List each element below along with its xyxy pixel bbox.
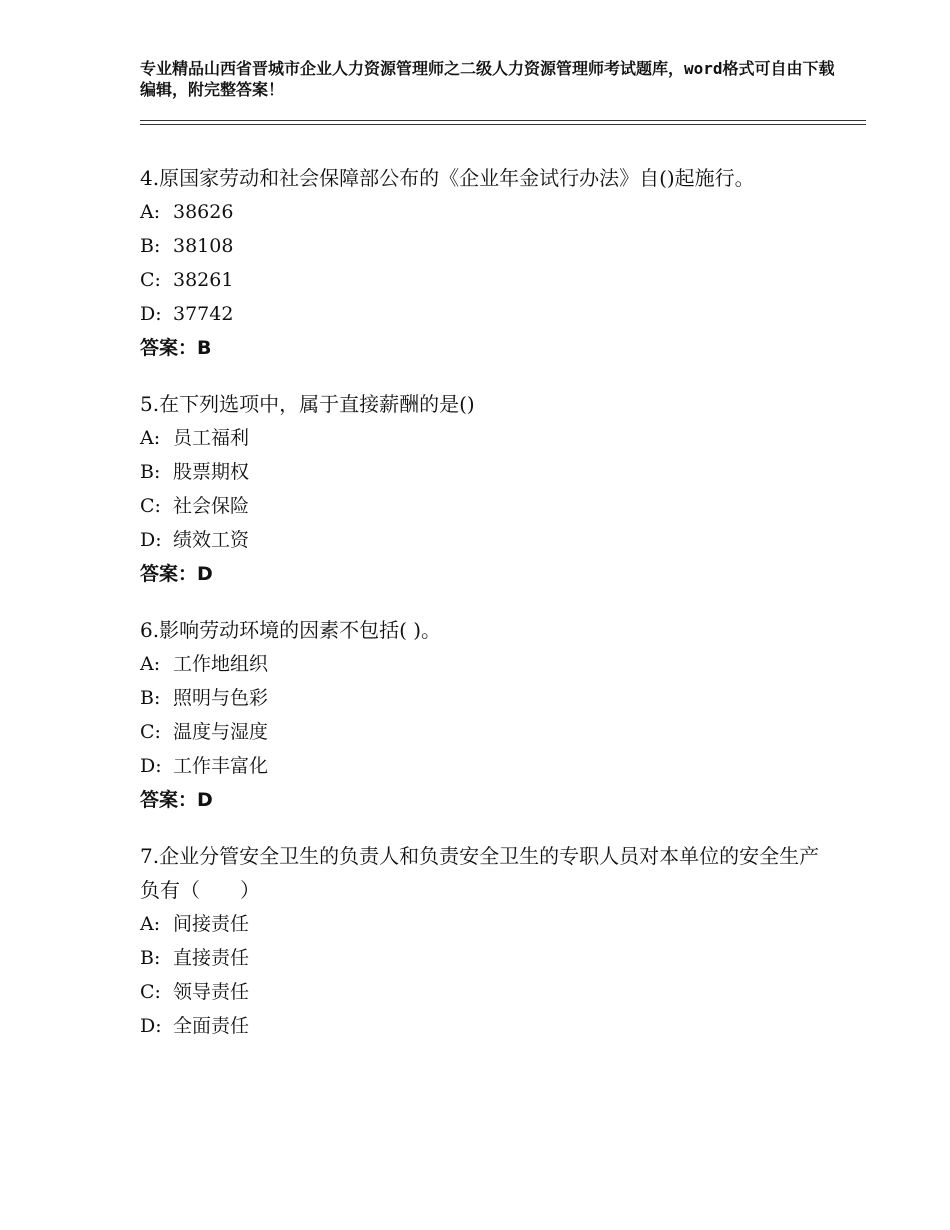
option-key: A: xyxy=(140,653,161,675)
option-b xyxy=(140,941,820,975)
question-list xyxy=(140,161,820,1065)
question-stem: 5.在下列选项中，属于直接薪酬的是() xyxy=(140,392,475,416)
question-stem: 4.原国家劳动和社会保障部公布的《企业年金试行办法》自()起施行。 xyxy=(140,166,755,190)
option-key: C: xyxy=(140,981,161,1003)
option-a xyxy=(140,907,820,941)
option-key: B: xyxy=(140,235,161,257)
option-text: 温度与湿度 xyxy=(173,721,269,743)
answer-line: 答案：D xyxy=(140,789,213,811)
option-d xyxy=(140,523,820,557)
option-key: C: xyxy=(140,495,161,517)
document-header: 专业精品山西省晋城市企业人力资源管理师之二级人力资源管理师考试题库，word格式可自由下载编辑，附完整答案！ xyxy=(140,59,835,99)
option-d xyxy=(140,297,820,331)
option-key: A: xyxy=(140,201,161,223)
option-c xyxy=(140,263,820,297)
question-stem: 6.影响劳动环境的因素不包括( )。 xyxy=(140,618,442,642)
option-b xyxy=(140,455,820,489)
option-key: A: xyxy=(140,913,161,935)
option-text: 工作地组织 xyxy=(173,653,269,675)
option-c xyxy=(140,975,820,1009)
option-text: 股票期权 xyxy=(173,461,250,483)
question-stem: 7.企业分管安全卫生的负责人和负责安全卫生的专职人员对本单位的安全生产负有（ ） xyxy=(140,844,820,902)
option-key: C: xyxy=(140,721,161,743)
question-5 xyxy=(140,387,820,591)
option-text: 38626 xyxy=(173,201,234,223)
option-text: 社会保险 xyxy=(173,495,250,517)
option-a xyxy=(140,421,820,455)
option-text: 领导责任 xyxy=(173,981,250,1003)
option-key: B: xyxy=(140,687,161,709)
option-key: B: xyxy=(140,947,161,969)
option-text: 员工福利 xyxy=(173,427,250,449)
answer-line: 答案：D xyxy=(140,563,213,585)
option-d xyxy=(140,1009,820,1043)
option-text: 工作丰富化 xyxy=(173,755,269,777)
question-4 xyxy=(140,161,820,365)
option-text: 38261 xyxy=(173,269,234,291)
option-a xyxy=(140,647,820,681)
answer-line: 答案：B xyxy=(140,337,212,359)
option-b xyxy=(140,681,820,715)
option-text: 直接责任 xyxy=(173,947,250,969)
option-text: 绩效工资 xyxy=(173,529,250,551)
option-key: D: xyxy=(140,529,162,551)
option-key: B: xyxy=(140,461,161,483)
option-d xyxy=(140,749,820,783)
option-key: C: xyxy=(140,269,161,291)
option-text: 37742 xyxy=(173,303,234,325)
option-text: 全面责任 xyxy=(173,1015,250,1037)
option-key: D: xyxy=(140,1015,162,1037)
option-b xyxy=(140,229,820,263)
option-c xyxy=(140,715,820,749)
option-key: D: xyxy=(140,303,162,325)
header-divider xyxy=(140,120,866,125)
option-c xyxy=(140,489,820,523)
option-text: 38108 xyxy=(173,235,234,257)
option-text: 照明与色彩 xyxy=(173,687,269,709)
option-text: 间接责任 xyxy=(173,913,250,935)
option-key: A: xyxy=(140,427,161,449)
question-7 xyxy=(140,839,820,1043)
question-6 xyxy=(140,613,820,817)
option-key: D: xyxy=(140,755,162,777)
option-a xyxy=(140,195,820,229)
